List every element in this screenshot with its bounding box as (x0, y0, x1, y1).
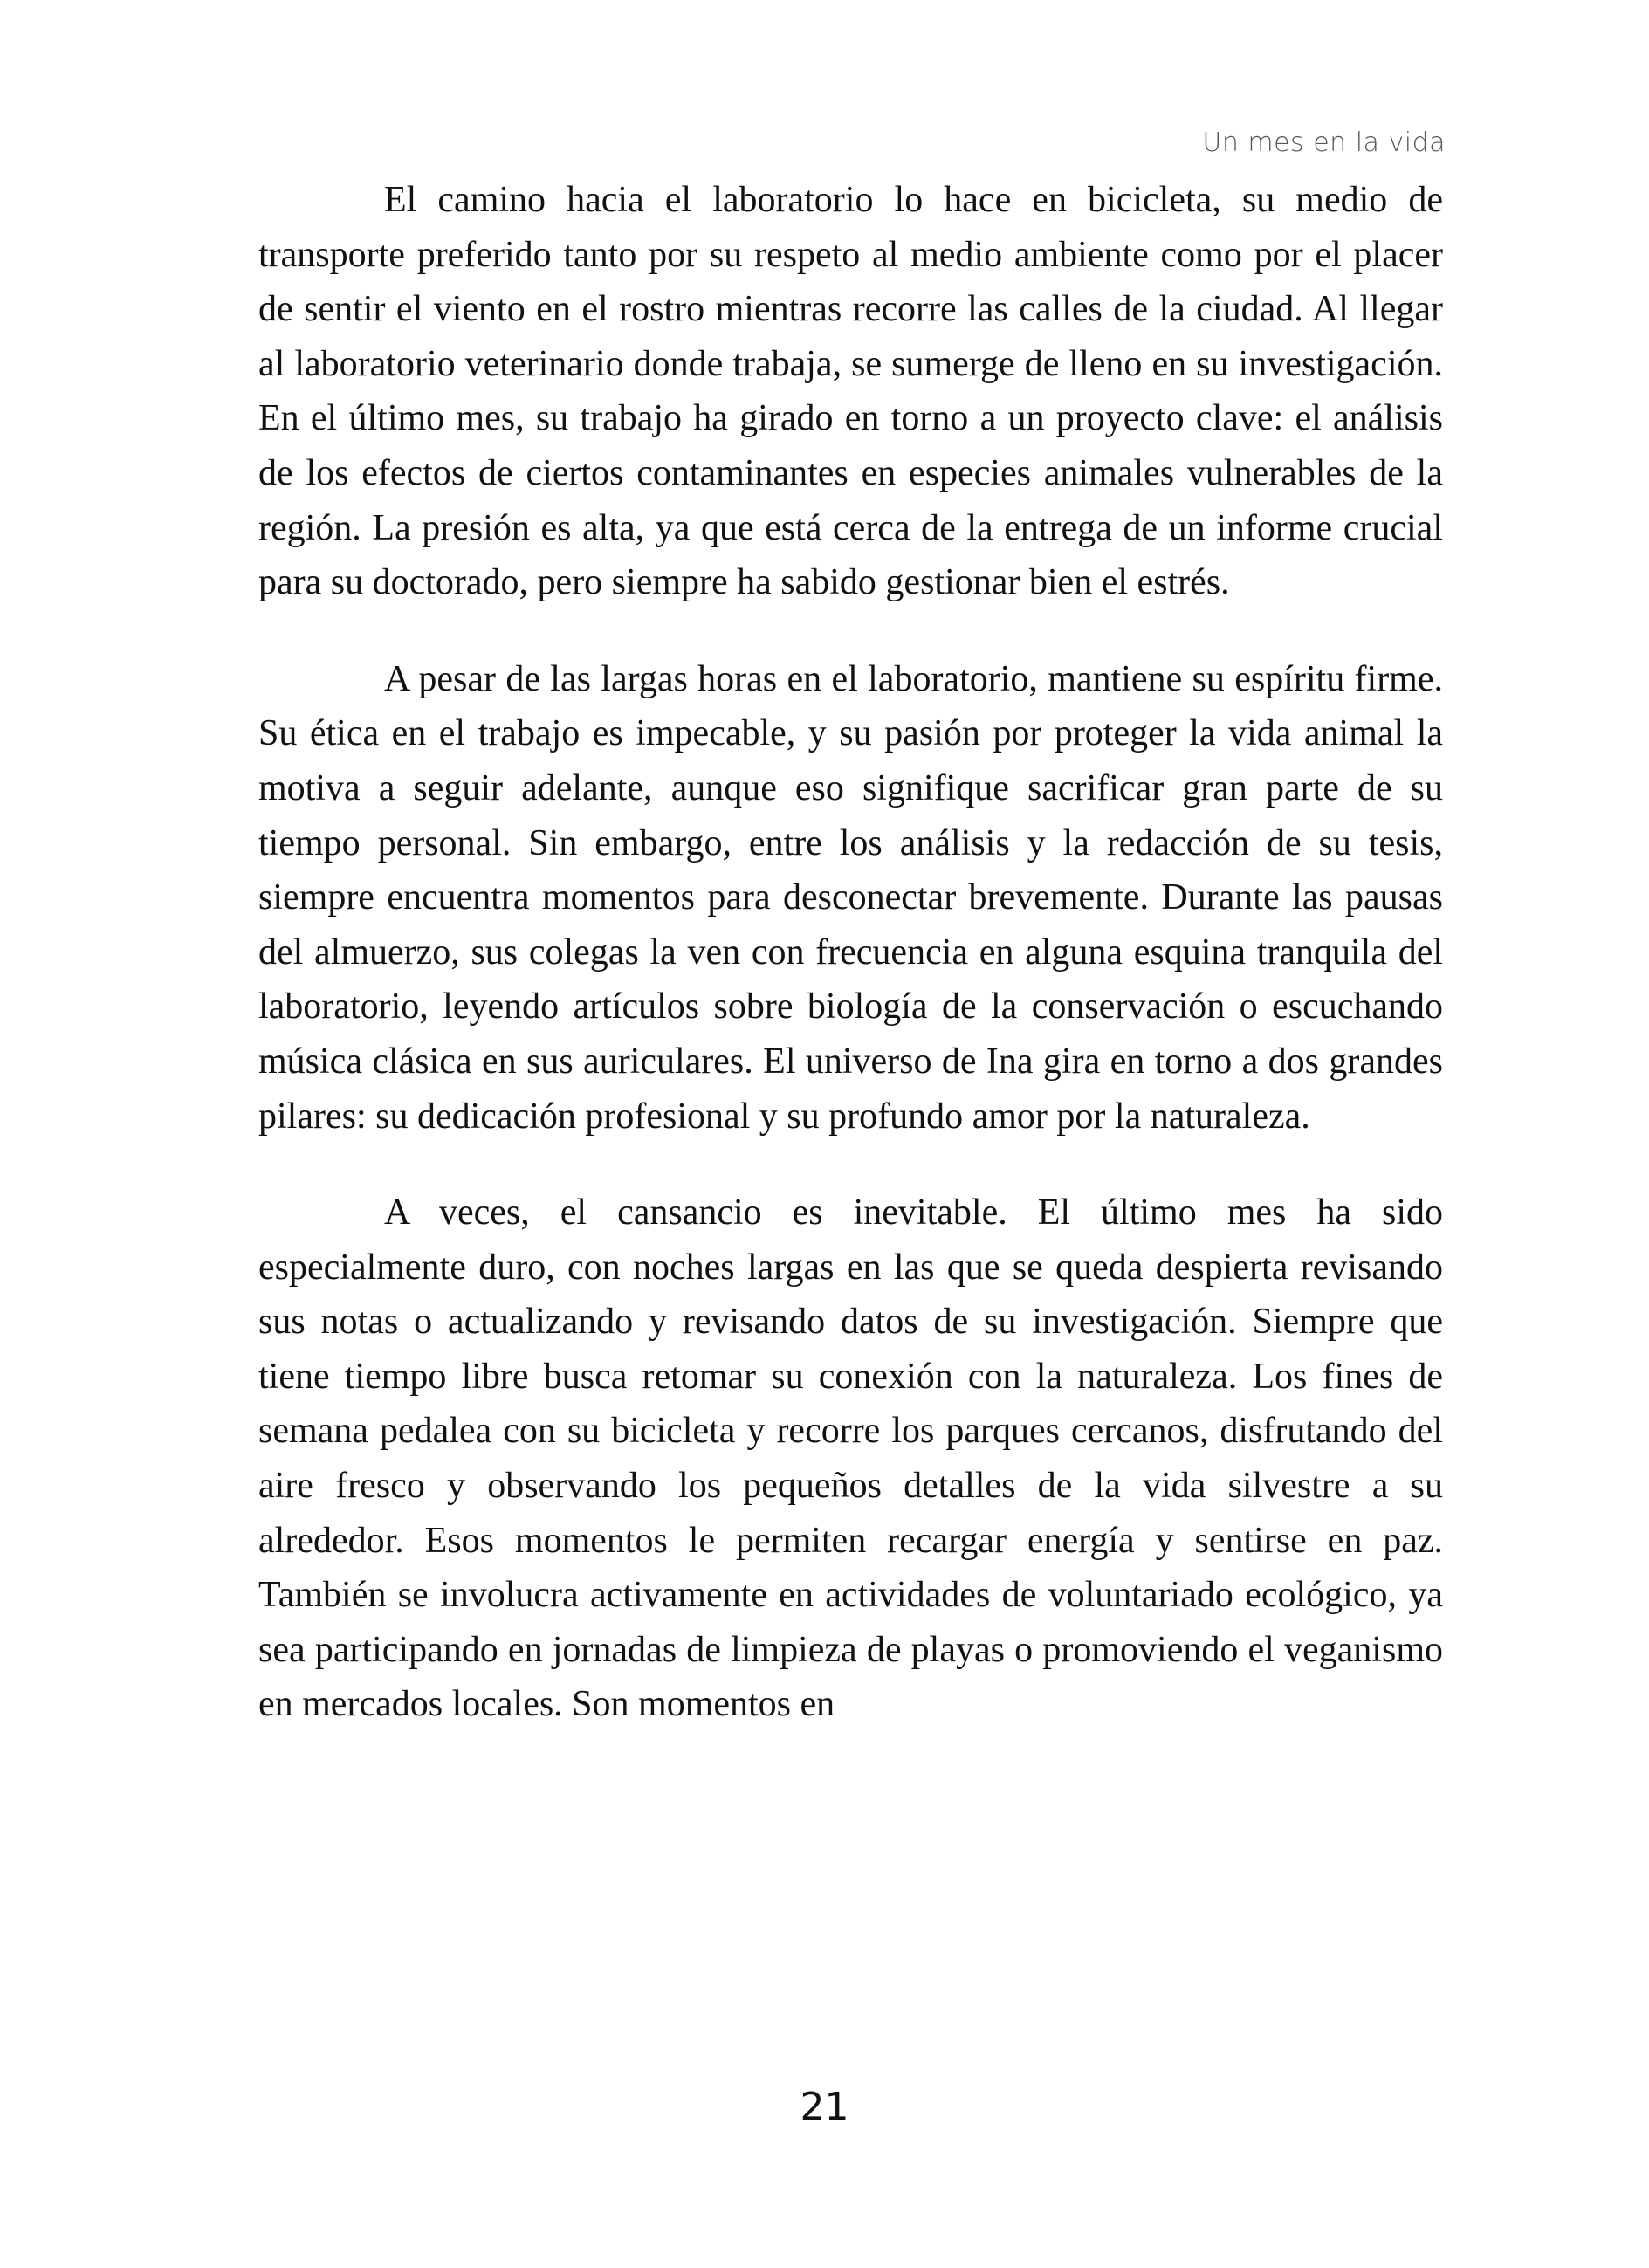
paragraph: El camino hacia el laboratorio lo hace en bicicleta, su medio de transporte preferido tanto por su respeto al medio ambiente como por el placer de sentir el viento en el rostro mientras recorre las calles de la ciudad. Al llegar al laboratorio veterinario donde trabaja, se sumerge de lleno en su investigación. En el último mes, su trabajo ha girado en torno a un proyecto clave: el análisis de los efectos de ciertos contaminantes en especies animales vulnerables de la región. La presión es alta, ya que está cerca de la entrega de un informe crucial para su doctorado, pero siempre ha sabido gestionar bien el estrés. (258, 180, 1443, 603)
page-number: 21 (800, 2085, 849, 2129)
body-text (258, 173, 1443, 1732)
paragraph: A veces, el cansancio es inevitable. El último mes ha sido especialmente duro, con noches largas en las que se queda despierta revisando sus notas o actualizando y revisando datos de su investigación. Siempre que tiene tiempo libre busca retomar su conexión con la naturaleza. Los fines de semana pedalea con su bicicleta y recorre los parques cercanos, disfrutando del aire fresco y observando los pequeños detalles de la vida silvestre a su alrededor. Esos momentos le permiten recargar energía y sentirse en paz. También se involucra activamente en actividades de voluntariado ecológico, ya sea participando en jornadas de limpieza de playas o promoviendo el veganismo en mercados locales. Son momentos en (258, 1192, 1443, 1725)
paragraph: A pesar de las largas horas en el laboratorio, mantiene su espíritu firme. Su ética en el trabajo es impecable, y su pasión por proteger la vida animal la motiva a seguir adelante, aunque eso signifique sacrificar gran parte de su tiempo personal. Sin embargo, entre los análisis y la redacción de su tesis, siempre encuentra momentos para desconectar brevemente. Durante las pausas del almuerzo, sus colegas la ven con frecuencia en alguna esquina tranquila del laboratorio, leyendo artículos sobre biología de la conservación o escuchando música clásica en sus auriculares. El universo de Ina gira en torno a dos grandes pilares: su dedicación profesional y su profundo amor por la naturaleza. (258, 658, 1443, 1137)
running-header: Un mes en la vida (1202, 127, 1446, 158)
